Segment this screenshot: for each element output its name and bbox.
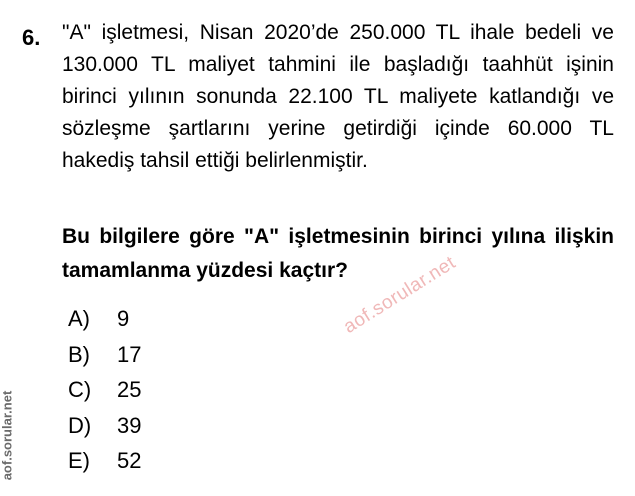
option-letter: B)	[68, 341, 90, 367]
option-a[interactable]	[68, 301, 141, 337]
option-d[interactable]	[68, 408, 141, 444]
option-b[interactable]	[68, 337, 141, 373]
answer-options	[68, 301, 141, 479]
option-value: 52	[117, 448, 142, 473]
option-letter: E)	[68, 448, 90, 473]
question-prompt: Bu bilgilere göre "A" işletmesinin birinci yılına ilişkin tamamlanma yüzdesi kaçtır?	[62, 225, 614, 282]
watermark-side: aof.sorular.net	[0, 390, 15, 481]
option-letter: A)	[68, 306, 90, 331]
option-value: 9	[117, 306, 130, 331]
option-e[interactable]	[68, 443, 141, 479]
option-letter: D)	[68, 412, 92, 438]
option-value: 25	[117, 377, 142, 402]
question-number: 6.	[22, 25, 41, 50]
option-letter: C)	[68, 377, 92, 402]
option-c[interactable]	[68, 372, 141, 408]
watermark-center: aof.sorular.net	[340, 252, 460, 338]
option-value: 17	[117, 341, 142, 367]
question-body: "A" işletmesi, Nisan 2020’de 250.000 TL ihale bedeli ve 130.000 TL maliyet tahmini ile başladığı taahhüt işinin birinci yılının sonunda 22.100 TL maliyete katlandığı ve sözleşme şartlarını yerine getirdiği içinde 60.000 TL hakediş tahsil ettiği belirlenmiştir.	[62, 21, 614, 172]
option-value: 39	[117, 412, 142, 438]
